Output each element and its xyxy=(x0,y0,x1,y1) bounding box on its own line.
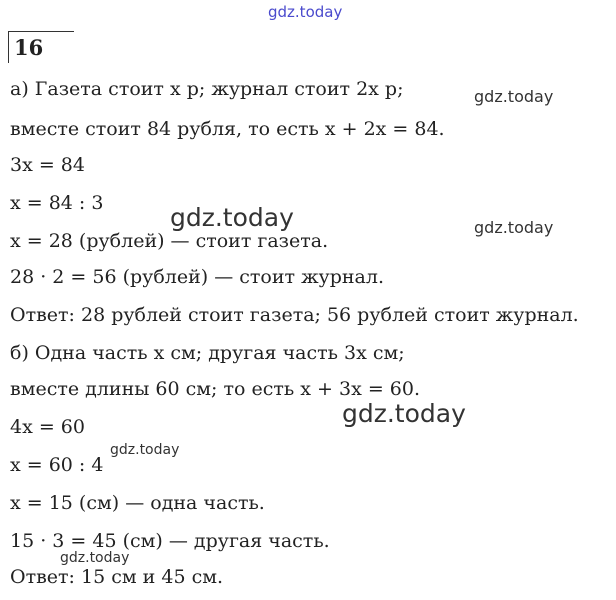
solution-line: б) Одна часть x см; другая часть 3x см; xyxy=(10,342,405,364)
watermark: gdz.today xyxy=(474,87,554,106)
solution-line: x = 15 (см) — одна часть. xyxy=(10,492,265,514)
watermark: gdz.today xyxy=(342,399,466,428)
solution-line: 28 · 2 = 56 (рублей) — стоит журнал. xyxy=(10,266,384,288)
watermark: gdz.today xyxy=(110,442,180,458)
solution-line: вместе стоит 84 рубля, то есть x + 2x = 84. xyxy=(10,118,445,140)
problem-number-box xyxy=(8,31,74,63)
solution-line: x = 60 : 4 xyxy=(10,454,104,476)
solution-line: вместе длины 60 см; то есть x + 3x = 60. xyxy=(10,378,420,400)
answer-line: Ответ: 28 рублей стоит газета; 56 рублей стоит журнал. xyxy=(10,304,579,326)
watermark: gdz.today xyxy=(60,550,130,566)
solution-line: 15 · 3 = 45 (см) — другая часть. xyxy=(10,530,330,552)
solution-line: x = 28 (рублей) — стоит газета. xyxy=(10,230,329,252)
solution-line: а) Газета стоит x р; журнал стоит 2x р; xyxy=(10,78,404,100)
solution-line: 4x = 60 xyxy=(10,416,85,438)
watermark-top: gdz.today xyxy=(268,3,343,21)
solution-line: 3x = 84 xyxy=(10,154,85,176)
watermark: gdz.today xyxy=(170,203,294,232)
answer-line: Ответ: 15 см и 45 см. xyxy=(10,566,224,588)
watermark: gdz.today xyxy=(474,218,554,237)
solution-line: x = 84 : 3 xyxy=(10,192,104,214)
problem-number: 16 xyxy=(14,35,44,60)
